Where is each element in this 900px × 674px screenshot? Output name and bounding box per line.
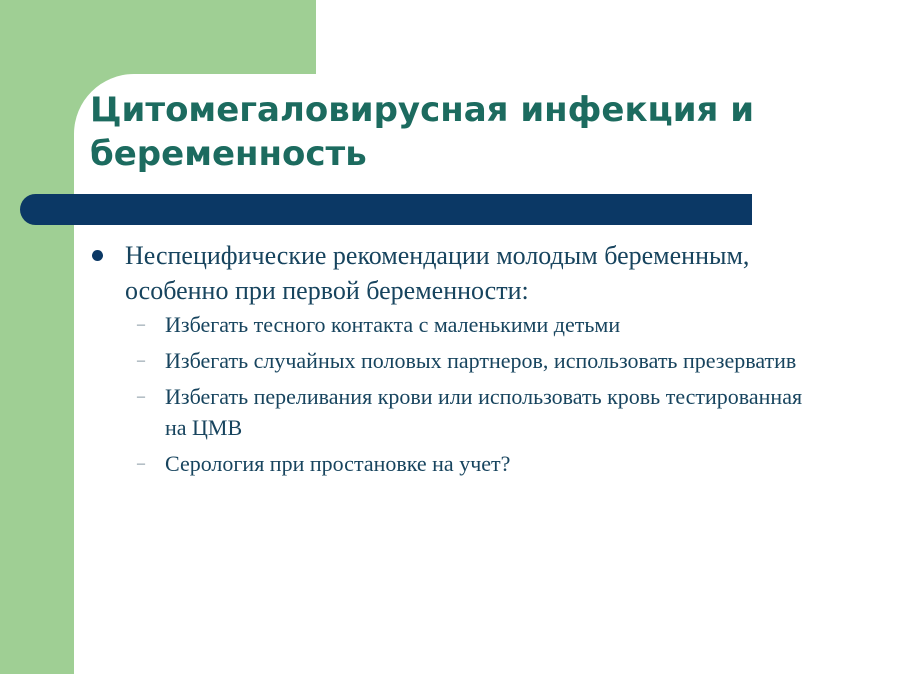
sub-bullet-text: Избегать переливания крови или использовать кровь тестированная на ЦМВ	[165, 384, 803, 440]
dash-icon: –	[137, 316, 145, 333]
bullet-dot-icon	[92, 250, 103, 261]
dash-icon: –	[137, 388, 145, 405]
slide-body	[92, 238, 812, 484]
bullet-item	[92, 238, 812, 308]
title-divider-bar	[20, 194, 752, 225]
sub-bullet-text: Избегать случайных половых партнеров, использовать презерватив	[165, 348, 797, 373]
sub-bullet-item	[92, 381, 812, 443]
sub-bullet-text: Серология при простановке на учет?	[165, 451, 511, 476]
sub-bullet-text: Избегать тесного контакта с маленькими детьми	[165, 312, 621, 337]
sub-bullet-list	[92, 309, 812, 479]
sub-bullet-item	[92, 309, 812, 340]
bullet-text: Неспецифические рекомендации молодым беременным, особенно при первой беременности:	[125, 241, 750, 305]
slide-title: Цитомегаловирусная инфекция и беременность	[90, 90, 755, 174]
dash-icon: –	[137, 455, 145, 472]
dash-icon: –	[137, 352, 145, 369]
sub-bullet-item	[92, 345, 812, 376]
sub-bullet-item	[92, 448, 812, 479]
